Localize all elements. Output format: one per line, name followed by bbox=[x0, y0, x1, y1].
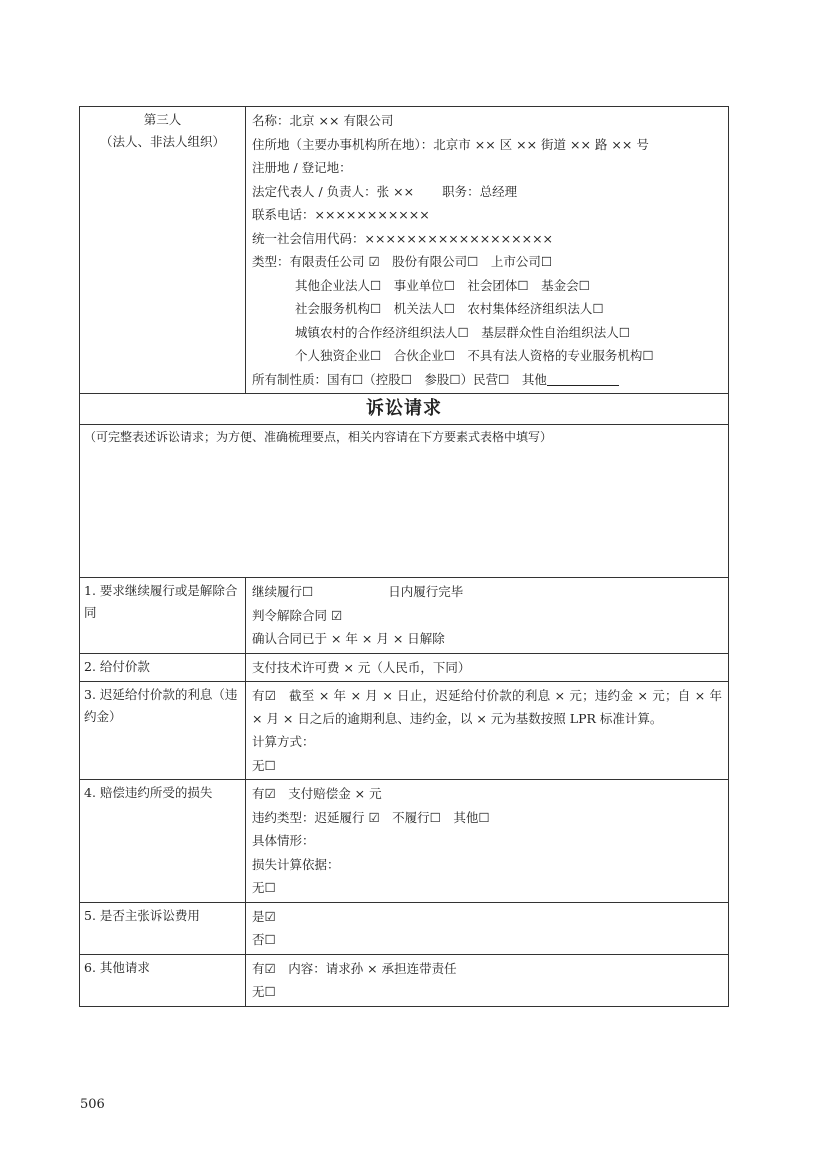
contact-phone: 联系电话：××××××××××× bbox=[252, 207, 430, 222]
section-title-row bbox=[80, 394, 729, 425]
company-name: 名称：北京 ×× 有限公司 bbox=[252, 113, 394, 128]
section-note: （可完整表述诉讼请求；为方便、准确梳理要点，相关内容请在下方要素式表格中填写） bbox=[84, 430, 553, 444]
third-party-label: 第三人 bbox=[143, 112, 182, 127]
claim-label-5: 5. 是否主张诉讼费用 bbox=[80, 902, 246, 954]
claim-2-line-1: 支付技术许可费 × 元（人民币，下同） bbox=[252, 659, 471, 675]
rep-position: 职务：总经理 bbox=[442, 183, 518, 199]
claim-6-line-2: 无☐ bbox=[252, 984, 276, 999]
claim-4-line-1: 有☑ 支付赔偿金 × 元 bbox=[252, 786, 382, 801]
claim-3-line-2: 计算方式： bbox=[252, 734, 315, 749]
claim-4-line-2: 违约类型：迟延履行 ☑ 不履行☐ 其他☐ bbox=[252, 809, 490, 825]
entity-type-line-4: 城镇农村的合作经济组织法人☐ 基层群众性自治组织法人☐ bbox=[295, 324, 630, 340]
claim-content-4 bbox=[246, 780, 729, 903]
claim-1-line-2: 判令解除合同 ☑ bbox=[252, 607, 343, 623]
claim-5-line-1: 是☑ bbox=[252, 908, 276, 924]
claim-3-line-3: 无☐ bbox=[252, 757, 276, 773]
section-note-row bbox=[80, 425, 729, 578]
third-party-row bbox=[80, 107, 729, 394]
claim-content-1 bbox=[246, 578, 729, 654]
claim-content-2 bbox=[246, 653, 729, 682]
entity-type-line-5: 个人独资企业☐ 合伙企业☐ 不具有法人资格的专业服务机构☐ bbox=[295, 348, 654, 363]
registered-place: 注册地 / 登记地： bbox=[252, 160, 352, 175]
claim-4-line-5: 无☐ bbox=[252, 880, 276, 895]
claim-row-5 bbox=[80, 902, 729, 954]
page-number: 506 bbox=[80, 1097, 105, 1112]
perform-days-text: 日内履行完毕 bbox=[388, 584, 464, 599]
company-address: 住所地（主要办事机构所在地）：北京市 ×× 区 ×× 街道 ×× 路 ×× 号 bbox=[252, 136, 649, 152]
claim-row-6 bbox=[80, 954, 729, 1006]
claim-label-4: 4. 赔偿违约所受的损失 bbox=[80, 780, 246, 903]
claim-label-2: 2. 给付价款 bbox=[80, 653, 246, 682]
entity-type-line-3: 社会服务机构☐ 机关法人☐ 农村集体经济组织法人☐ bbox=[295, 301, 604, 316]
claim-row-2 bbox=[80, 653, 729, 682]
continue-perform-option: 继续履行☐ bbox=[252, 584, 314, 599]
ownership-text: 所有制性质：国有☐（控股☐ 参股☐）民营☐ 其他 bbox=[252, 371, 547, 387]
claim-3-line-1: 有☑ 截至 × 年 × 月 × 日止，迟延给付价款的利息 × 元；违约金 × 元；自 × 年 × 月 × 日之后的逾期利息、违约金，以 × 元为基数按照 LPR 标准计算。 bbox=[252, 688, 722, 726]
claim-content-3 bbox=[246, 682, 729, 780]
third-party-details-cell bbox=[246, 107, 729, 394]
claim-row-3 bbox=[80, 682, 729, 780]
claim-content-6 bbox=[246, 954, 729, 1006]
entity-type-line-1: 类型：有限责任公司 ☑ 股份有限公司☐ 上市公司☐ bbox=[252, 254, 553, 269]
complaint-form-table bbox=[79, 106, 729, 1007]
claim-content-5 bbox=[246, 902, 729, 954]
other-blank-underline bbox=[547, 371, 619, 386]
legal-representative: 法定代表人 / 负责人：张 ×× bbox=[252, 183, 415, 199]
claim-row-4 bbox=[80, 780, 729, 903]
third-party-sublabel: （法人、非法人组织） bbox=[99, 134, 225, 149]
claim-label-1: 1. 要求继续履行或是解除合同 bbox=[80, 578, 246, 654]
entity-type-line-2: 其他企业法人☐ 事业单位☐ 社会团体☐ 基金会☐ bbox=[295, 277, 590, 293]
ownership-line bbox=[252, 368, 722, 392]
third-party-label-cell bbox=[80, 107, 246, 394]
legal-rep-line bbox=[252, 180, 722, 204]
claim-row-1 bbox=[80, 578, 729, 654]
claim-label-6: 6. 其他请求 bbox=[80, 954, 246, 1006]
claim-4-line-3: 具体情形： bbox=[252, 833, 315, 848]
claim-1-line-3: 确认合同已于 × 年 × 月 × 日解除 bbox=[252, 631, 445, 646]
claim-5-line-2: 否☐ bbox=[252, 932, 276, 947]
section-title: 诉讼请求 bbox=[80, 394, 729, 425]
claim-6-line-1: 有☑ 内容：请求孙 × 承担连带责任 bbox=[252, 960, 457, 976]
claim-4-line-4: 损失计算依据： bbox=[252, 856, 340, 872]
section-note-cell bbox=[80, 425, 729, 578]
claim-label-3: 3. 迟延给付价款的利息（违约金） bbox=[80, 682, 246, 780]
credit-code: 统一社会信用代码：×××××××××××××××××× bbox=[252, 230, 554, 246]
claim-1-line-1 bbox=[252, 580, 722, 604]
